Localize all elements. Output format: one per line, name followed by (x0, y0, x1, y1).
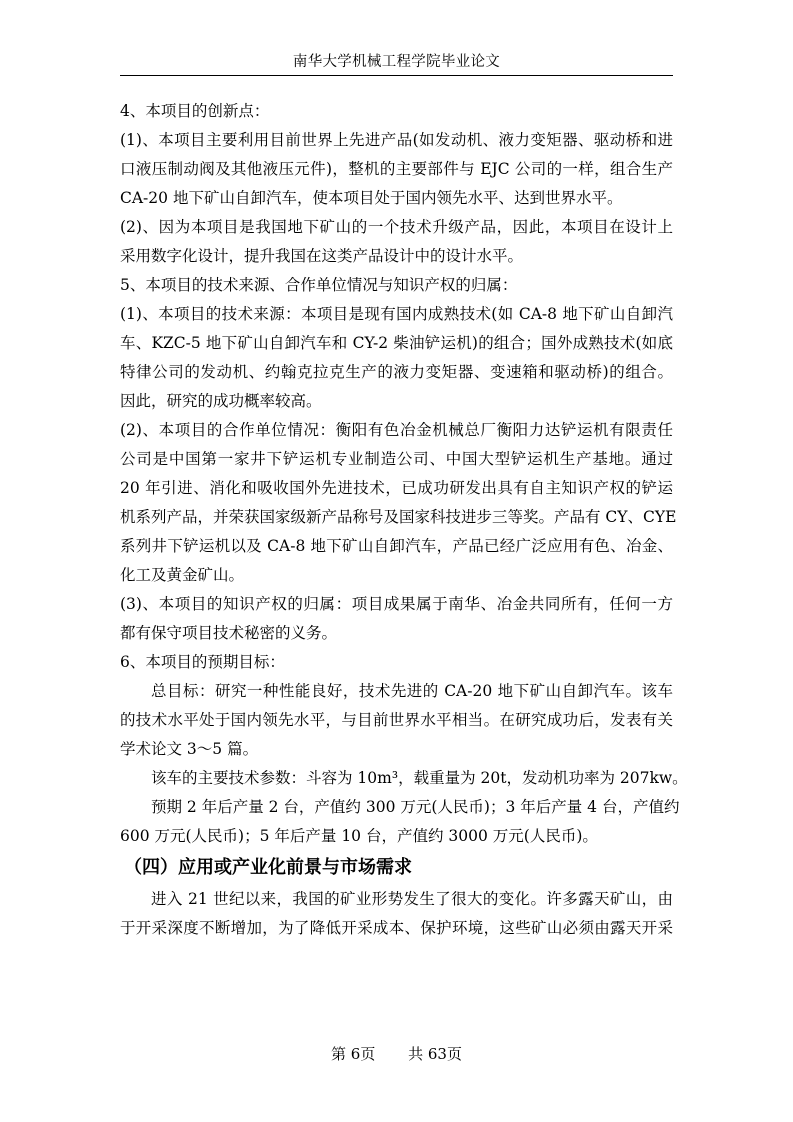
text-line: 特律公司的发动机、约翰克拉克生产的液力变矩器、变速箱和驱动桥)的组合。 (120, 363, 673, 381)
text-line: (3)、本项目的知识产权的归属：项目成果属于南华、冶金共同所有，任何一方 (120, 595, 673, 613)
text-line: 600 万元(人民币)；5 年后产量 10 台，产值约 3000 万元(人民币)。 (120, 827, 598, 845)
text-line: 化工及黄金矿山。 (120, 566, 245, 584)
text-line: (1)、本项目的技术来源：本项目是现有国内成熟技术(如 CA-8 地下矿山自卸汽 (120, 305, 673, 323)
text-line: 20 年引进、消化和吸收国外先进技术，已成功研发出具有自主知识产权的铲运 (120, 479, 673, 497)
page-number: 第 6页 (331, 1045, 376, 1063)
text-line: 都有保守项目技术秘密的义务。 (120, 624, 338, 642)
page-footer (0, 1043, 793, 1064)
text-line: 预期 2 年后产量 2 台，产值约 300 万元(人民币)；3 年后产量 4 台，产值约 (151, 798, 680, 816)
text-line: 口液压制动阀及其他液压元件)，整机的主要部件与 EJC 公司的一样，组合生产 (120, 160, 673, 178)
section-heading: （四）应用或产业化前景与市场需求 (124, 857, 412, 878)
page-header: 南华大学机械工程学院毕业论文 (292, 54, 501, 70)
text-line: (2)、因为本项目是我国地下矿山的一个技术升级产品，因此，本项目在设计上 (120, 218, 673, 236)
text-line: (2)、本项目的合作单位情况：衡阳有色冶金机械总厂衡阳力达铲运机有限责任 (120, 421, 673, 439)
text-line: 的技术水平处于国内领先水平，与目前世界水平相当。在研究成功后，发表有关 (120, 711, 673, 729)
text-line: 车、KZC-5 地下矿山自卸汽车和 CY-2 柴油铲运机)的组合；国外成熟技术(如底 (120, 334, 673, 352)
text-line: 于开采深度不断增加，为了降低开采成本、保护环境，这些矿山必须由露天开采 (120, 919, 673, 937)
header-rule (120, 75, 673, 76)
text-line: 采用数字化设计，提升我国在这类产品设计中的设计水平。 (120, 247, 524, 265)
text-line: 系列井下铲运机以及 CA-8 地下矿山自卸汽车，产品已经广泛应用有色、冶金、 (120, 537, 673, 555)
document-body (120, 97, 688, 943)
text-line: (1)、本项目主要利用目前世界上先进产品(如发动机、液力变矩器、驱动桥和进 (120, 131, 673, 149)
text-line: 6、本项目的预期目标： (120, 653, 285, 671)
text-line: 进入 21 世纪以来，我国的矿业形势发生了很大的变化。许多露天矿山，由 (151, 890, 673, 908)
text-line: 公司是中国第一家井下铲运机专业制造公司、中国大型铲运机生产基地。通过 (120, 450, 673, 468)
text-line: 5、本项目的技术来源、合作单位情况与知识产权的归属： (120, 276, 518, 294)
text-line: 因此，研究的成功概率较高。 (120, 392, 322, 410)
page-total: 共 63页 (408, 1045, 462, 1063)
text-line: 该车的主要技术参数：斗容为 10m³，载重量为 20t，发动机功率为 207kw。 (151, 769, 688, 787)
text-line: CA-20 地下矿山自卸汽车，使本项目处于国内领先水平、达到世界水平。 (120, 189, 623, 207)
text-line: 学术论文 3～5 篇。 (120, 740, 259, 758)
text-line: 总目标：研究一种性能良好，技术先进的 CA-20 地下矿山自卸汽车。该车 (151, 682, 673, 700)
text-line: 4、本项目的创新点： (120, 102, 270, 120)
text-line: 机系列产品，并荣获国家级新产品称号及国家科技进步三等奖。产品有 CY、CYE (120, 508, 677, 526)
